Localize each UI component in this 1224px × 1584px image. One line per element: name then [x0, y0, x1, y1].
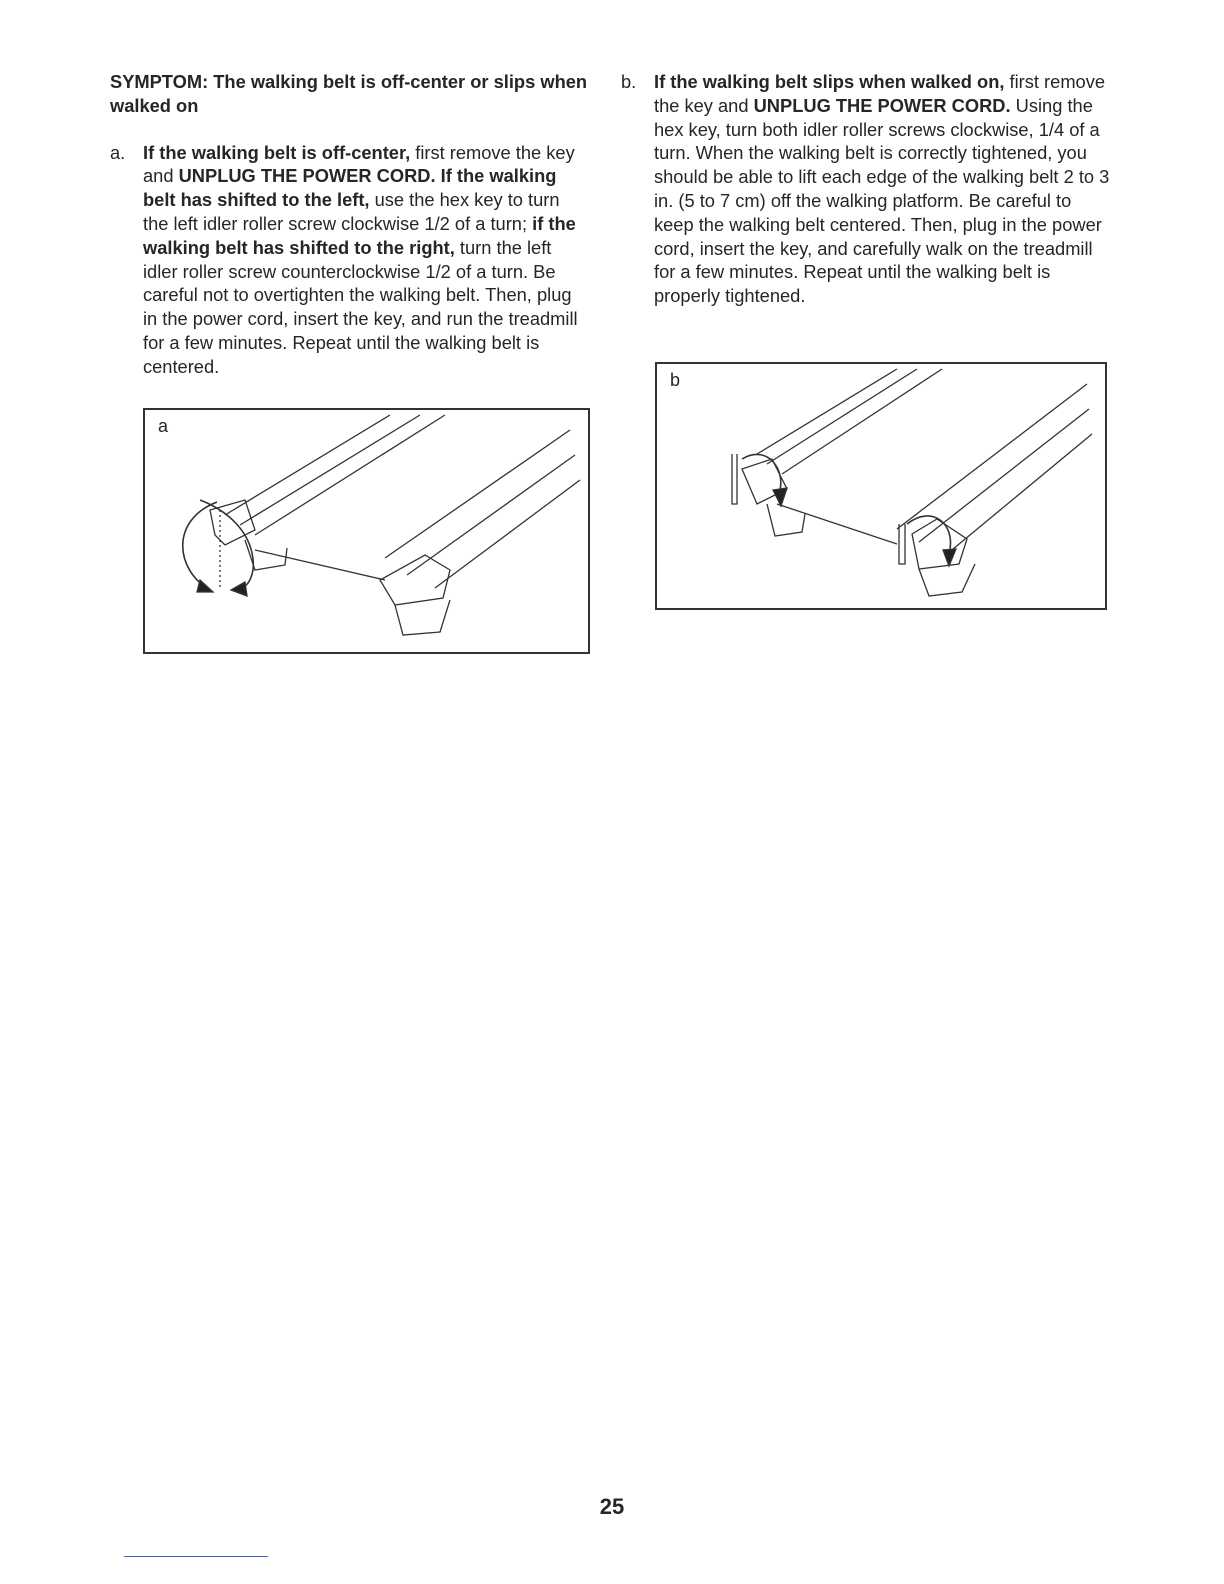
figure-b-label: b [670, 370, 681, 390]
step-a-lead: If the walking belt is off-center, [143, 141, 411, 163]
step-a-text [143, 141, 590, 379]
step-b-text [654, 70, 1111, 308]
step-b-text-2: UNPLUG THE POWER CORD. [753, 94, 1011, 116]
step-a-text-4: if the walking belt has shifted to the right, [143, 212, 576, 258]
treadmill-illustration-b [657, 364, 1105, 608]
treadmill-illustration-a [145, 410, 588, 652]
symptom-heading: SYMPTOM: The walking belt is off-center or slips when walked on [110, 71, 588, 116]
figure-b [655, 362, 1107, 610]
step-a-text-2: UNPLUG THE POWER CORD. If the walking belt has shifted to the left, [143, 165, 557, 211]
step-a [110, 141, 590, 379]
figure-a-label: a [158, 416, 169, 436]
right-column [621, 70, 1111, 308]
step-b-lead: If the walking belt slips when walked on, [654, 71, 1005, 92]
step-a-text-5: turn the left idler roller screw counterclockwise 1/2 of a turn. Be careful not to overtighten the walking belt. Then, plug in the power cord, insert the key, and run the treadmill for a few minutes. Repeat until the walking belt is centered. [143, 236, 578, 377]
left-column [110, 70, 590, 379]
step-b-text-3: Using the hex key, turn both idler roller screws clockwise, 1/4 of a turn. When the walking belt is correctly tightened, you should be able to lift each edge of the walking belt 2 to 3 in. (5 to 7 cm) off the walking platform. Be careful to keep the walking belt centered. Then, plug in the power cord, insert the key, and carefully walk on the treadmill for a few minutes. Repeat until the walking belt is properly tightened. [654, 94, 1110, 307]
step-a-marker: a. [110, 141, 126, 163]
step-b-marker: b. [621, 71, 637, 92]
step-b-text-1: first remove the key and [654, 71, 1106, 116]
step-b [621, 70, 1111, 308]
footer-rule [124, 1556, 268, 1557]
figure-a [143, 408, 590, 654]
step-a-text-3: use the hex key to turn the left idler roller screw clockwise 1/2 of a turn; [143, 189, 560, 234]
step-a-text-1: first remove the key and [143, 141, 575, 187]
page-number: 25 [599, 1494, 625, 1519]
